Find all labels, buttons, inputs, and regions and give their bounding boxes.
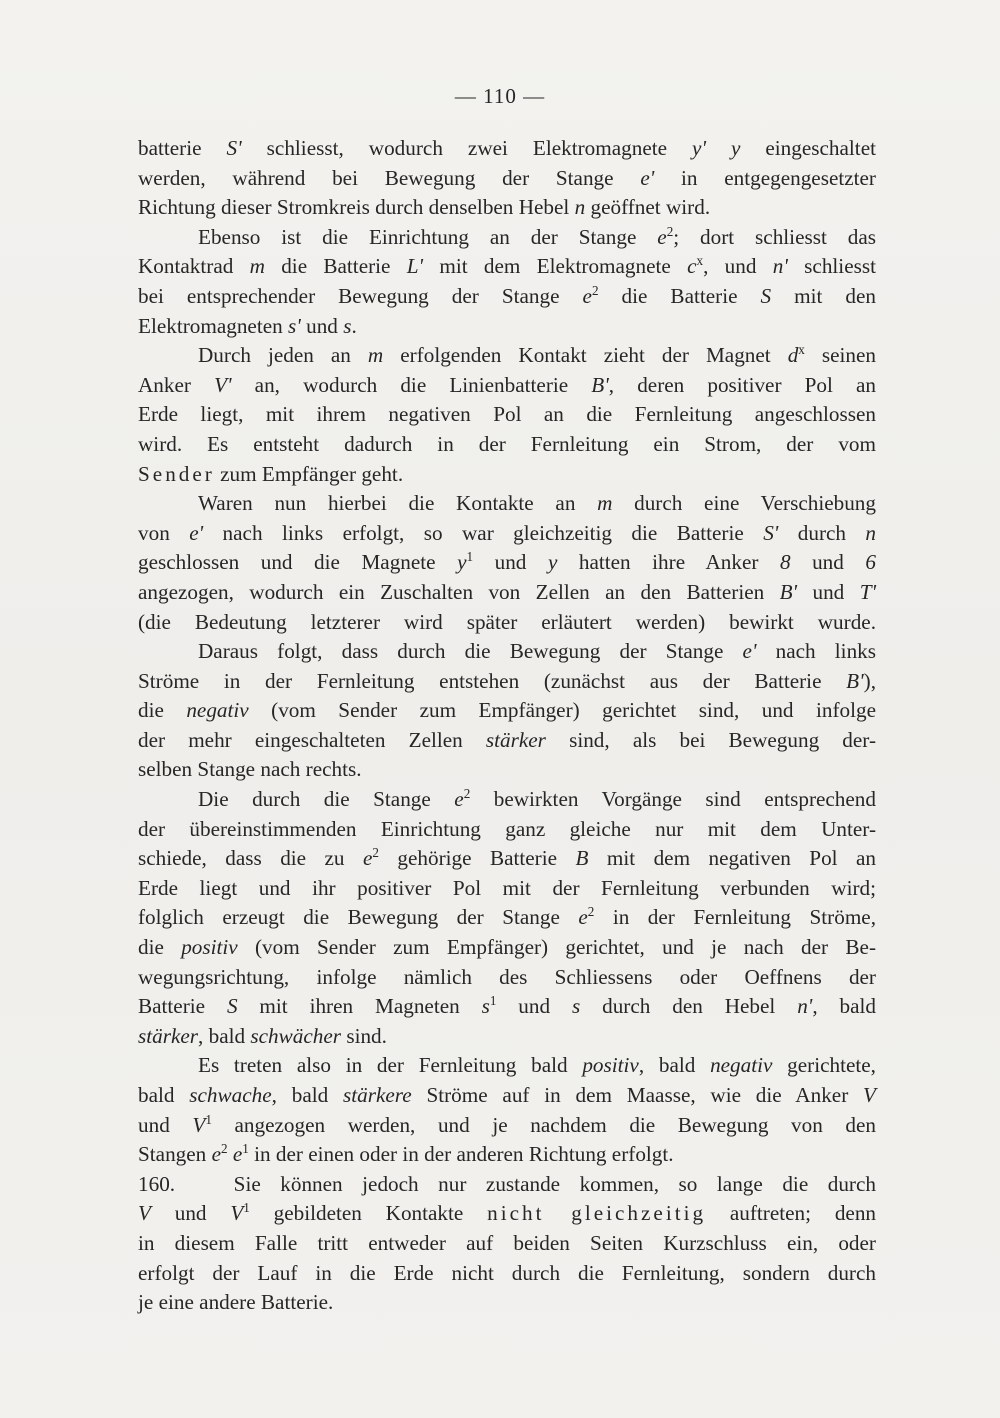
text-line: Erde liegt, mit ihrem negativen Pol an die Fernleitung angeschlossen: [138, 402, 876, 427]
text-line: Ströme in der Fernleitung entstehen (zunächst aus der Batterie B'),: [138, 668, 876, 693]
text-line: geschlossen und die Magnete $y^1$ und y hatten ihre Anker 8 und 6: [138, 549, 876, 575]
text-line: Batterie S mit ihren Magneten $s^1$ und s durch den Hebel n', bald: [138, 993, 877, 1019]
text-line: V und $V^1$ gebildeten Kontakte nicht gleichzeitig auftreten; denn: [138, 1200, 877, 1226]
body-text: [138, 134, 876, 1318]
text-line: wird. Es entsteht dadurch in der Fernleitung ein Strom, der vom: [138, 431, 876, 456]
text-line: Durch jeden an m erfolgenden Kontakt zieht der Magnet $d^x$ seinen: [198, 342, 877, 368]
text-line: je eine andere Batterie.: [138, 1290, 334, 1315]
text-line: der übereinstimmenden Einrichtung ganz gleiche nur mit dem Unter-: [138, 816, 876, 841]
text-line: 160. Sie können jedoch nur zustande kommen, so lange die durch: [138, 1171, 876, 1196]
text-line: Erde liegt und ihr positiver Pol mit der Fernleitung verbunden wird;: [138, 875, 876, 900]
text-line: Es treten also in der Fernleitung bald positiv, bald negativ gerichtete,: [198, 1053, 876, 1078]
text-line: die positiv (vom Sender zum Empfänger) gerichtet, und je nach der Be-: [138, 935, 876, 960]
text-line: Stangen $e^2$ $e^1$ in der einen oder in der anderen Richtung erfolgt.: [138, 1141, 674, 1167]
text-line: batterie S' schliesst, wodurch zwei Elektromagnete y' y eingeschaltet: [138, 136, 876, 160]
text-line: erfolgt der Lauf in die Erde nicht durch die Fernleitung, sondern durch: [138, 1260, 876, 1285]
text-line: von e' nach links erfolgt, so war gleichzeitig die Batterie S' durch n: [138, 520, 877, 545]
text-line: (die Bedeutung letzterer wird später erläutert werden) bewirkt wurde.: [138, 609, 876, 634]
text-line: werden, während bei Bewegung der Stange e' in entgegengesetzter: [138, 165, 876, 190]
text-line: Anker V' an, wodurch die Linienbatterie B', deren positiver Pol an: [138, 372, 876, 397]
text-line: Sender zum Empfänger geht.: [138, 461, 404, 486]
text-line: Richtung dieser Stromkreis durch denselben Hebel n geöffnet wird.: [138, 195, 711, 220]
text-line: Daraus folgt, dass durch die Bewegung der Stange e' nach links: [198, 639, 877, 664]
text-line: Elektromagneten s' und s.: [138, 313, 357, 338]
text-line: angezogen, wodurch ein Zuschalten von Zellen an den Batterien B' und T': [138, 579, 877, 604]
page-number: — 110 —: [454, 84, 546, 108]
text-line: die negativ (vom Sender zum Empfänger) gerichtet sind, und infolge: [138, 698, 876, 723]
text-line: in diesem Falle tritt entweder auf beiden Seiten Kurzschluss ein, oder: [138, 1230, 876, 1255]
text-line: Kontaktrad m die Batterie L' mit dem Elektromagnete $c^x$, und n' schliesst: [138, 253, 876, 279]
text-line: selben Stange nach rechts.: [138, 757, 362, 782]
text-line: der mehr eingeschalteten Zellen stärker sind, als bei Bewegung der-: [138, 727, 876, 752]
text-line: wegungsrichtung, infolge nämlich des Schliessens oder Oeffnens der: [138, 964, 876, 989]
text-line: bei entsprechender Bewegung der Stange $e^2$ die Batterie S mit den: [138, 282, 876, 308]
text-line: bald schwache, bald stärkere Ströme auf in dem Maasse, wie die Anker V: [138, 1083, 876, 1107]
text-line: Die durch die Stange $e^2$ bewirkten Vorgänge sind entsprechend: [198, 786, 876, 812]
text-line: Ebenso ist die Einrichtung an der Stange $e^2$; dort schliesst das: [198, 223, 876, 249]
text-line: folglich erzeugt die Bewegung der Stange $e^2$ in der Fernleitung Ströme,: [138, 904, 876, 930]
text-line: und $V^1$ angezogen werden, und je nachdem die Bewegung von den: [138, 1111, 877, 1137]
text-line: stärker, bald schwächer sind.: [138, 1023, 387, 1048]
text-line: schiede, dass die zu $e^2$ gehörige Batterie B mit dem negativen Pol an: [138, 845, 877, 871]
text-line: Waren nun hierbei die Kontakte an m durch eine Verschiebung: [198, 491, 876, 516]
